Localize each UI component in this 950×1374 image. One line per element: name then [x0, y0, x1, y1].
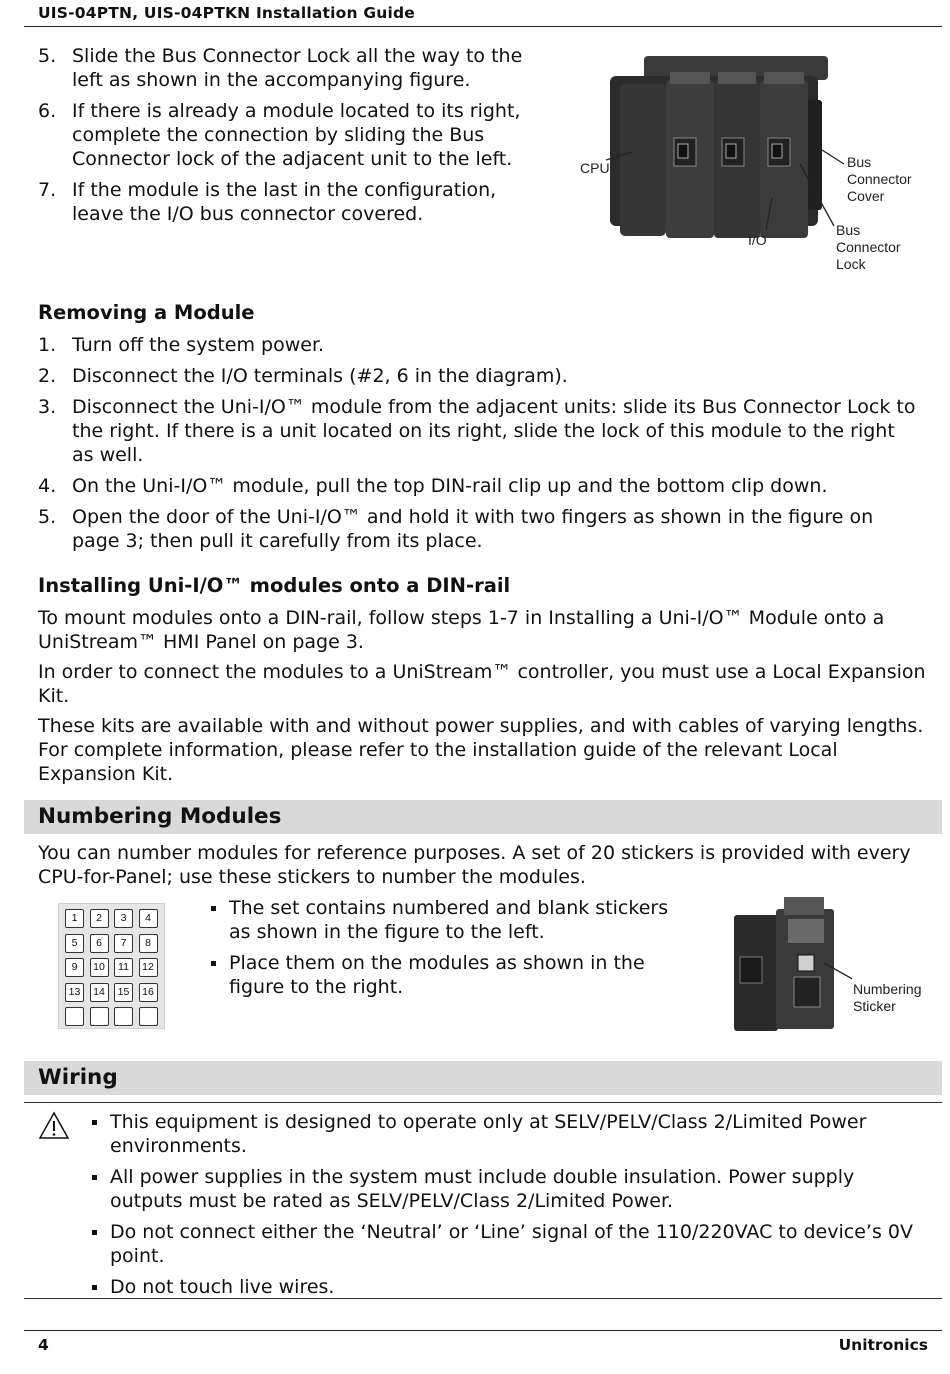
list-item: This equipment is designed to operate only at SELV/PELV/Class 2/Limited Power environments. [92, 1110, 932, 1158]
footer-rule [24, 1330, 942, 1331]
numbering-intro: You can number modules for reference purposes. A set of 20 stickers is provided with every CPU-for-Panel; use these stickers to number the modules. [38, 842, 911, 888]
sticker-set-figure [58, 903, 165, 1029]
list-item: 5. Slide the Bus Connector Lock all the way to the left as shown in the accompanying figure. [38, 45, 523, 91]
header-rule [24, 26, 942, 27]
warning-triangle-icon [38, 1111, 70, 1141]
numbering-bullets [211, 896, 691, 1006]
sticker-blank [114, 1007, 133, 1026]
list-item: Do not touch live wires. [92, 1275, 932, 1299]
removing-steps-list [38, 333, 922, 560]
sticker-2: 2 [90, 909, 109, 928]
sticker-13: 13 [65, 983, 84, 1002]
sticker-15: 15 [114, 983, 133, 1002]
module-assembly-figure [570, 48, 920, 278]
sticker-7: 7 [114, 934, 133, 953]
sticker-blank [139, 1007, 158, 1026]
module-with-sticker-illustration [732, 895, 852, 1035]
list-item: The set contains numbered and blank stickers as shown in the figure to the left. [211, 896, 691, 944]
list-item: 7. If the module is the last in the configuration, leave the I/O bus connector covered. [38, 179, 497, 225]
sticker-4: 4 [139, 909, 158, 928]
list-item: 3. Disconnect the Uni-I/O™ module from the adjacent units: slide its Bus Connector Lock to the right. If there is a unit located on its right, slide the lock of this module to the right as well. [38, 396, 916, 466]
list-item: Do not connect either the ‘Neutral’ or ‘Line’ signal of the 110/220VAC to device’s 0V point. [92, 1220, 932, 1268]
sticker-12: 12 [139, 958, 158, 977]
din-paragraph-2: In order to connect the modules to a UniStream™ controller, you must use a Local Expansion Kit. [38, 661, 926, 707]
sticker-blank [90, 1007, 109, 1026]
list-item: All power supplies in the system must include double insulation. Power supply outputs must be rated as SELV/PELV/Class 2/Limited Power. [92, 1165, 932, 1213]
sticker-3: 3 [114, 909, 133, 928]
list-item: 4. On the Uni-I/O™ module, pull the top DIN-rail clip up and the bottom clip down. [38, 475, 828, 497]
sticker-1: 1 [65, 909, 84, 928]
removing-module-heading: Removing a Module [38, 301, 255, 324]
sticker-11: 11 [114, 958, 133, 977]
numbering-sticker-label: Numbering Sticker [853, 981, 922, 1014]
sticker-5: 5 [65, 934, 84, 953]
page-number: 4 [38, 1336, 49, 1354]
wiring-top-rule [24, 1102, 942, 1103]
wiring-bottom-rule [24, 1298, 942, 1299]
list-item: 5. Open the door of the Uni-I/O™ and hold it with two fingers as shown in the figure on page 3; then pull it carefully from its place. [38, 506, 874, 552]
numbering-heading: Numbering Modules [38, 804, 282, 829]
numbered-module-figure [732, 895, 932, 1035]
sticker-blank [65, 1007, 84, 1026]
list-item: 6. If there is already a module located to its right, complete the connection by sliding the Bus Connector lock of the adjacent unit to the left. [38, 100, 521, 170]
sticker-6: 6 [90, 934, 109, 953]
list-item: 2. Disconnect the I/O terminals (#2, 6 in the diagram). [38, 365, 568, 387]
bus-connector-lock-label: Bus Connector Lock [836, 222, 901, 272]
sticker-9: 9 [65, 958, 84, 977]
install-steps-list [38, 44, 528, 233]
din-rail-heading: Installing Uni-I/O™ modules onto a DIN-rail [38, 574, 511, 597]
list-item: Place them on the modules as shown in the figure to the right. [211, 951, 691, 999]
numbering-section-band [24, 800, 942, 834]
din-paragraph-1: To mount modules onto a DIN-rail, follow steps 1-7 in Installing a Uni-I/O™ Module onto a UniStream™ HMI Panel on page 3. [38, 607, 885, 653]
bus-connector-cover-label: Bus Connector Cover [847, 154, 912, 204]
running-header: UIS-04PTN, UIS-04PTKN Installation Guide [38, 4, 416, 22]
sticker-8: 8 [139, 934, 158, 953]
wiring-bullets [92, 1110, 932, 1306]
wiring-section-band [24, 1061, 942, 1095]
list-item: 1. Turn off the system power. [38, 334, 325, 356]
io-label: I/O [748, 232, 767, 248]
sticker-10: 10 [90, 958, 109, 977]
sticker-14: 14 [90, 983, 109, 1002]
cpu-label: CPU [580, 160, 610, 176]
wiring-heading: Wiring [38, 1065, 118, 1090]
footer-brand: Unitronics [838, 1336, 928, 1354]
sticker-16: 16 [139, 983, 158, 1002]
din-paragraph-3: These kits are available with and without power supplies, and with cables of varying lengths. For complete information, please refer to the installation guide of the relevant Local Expansion Kit. [38, 715, 924, 785]
